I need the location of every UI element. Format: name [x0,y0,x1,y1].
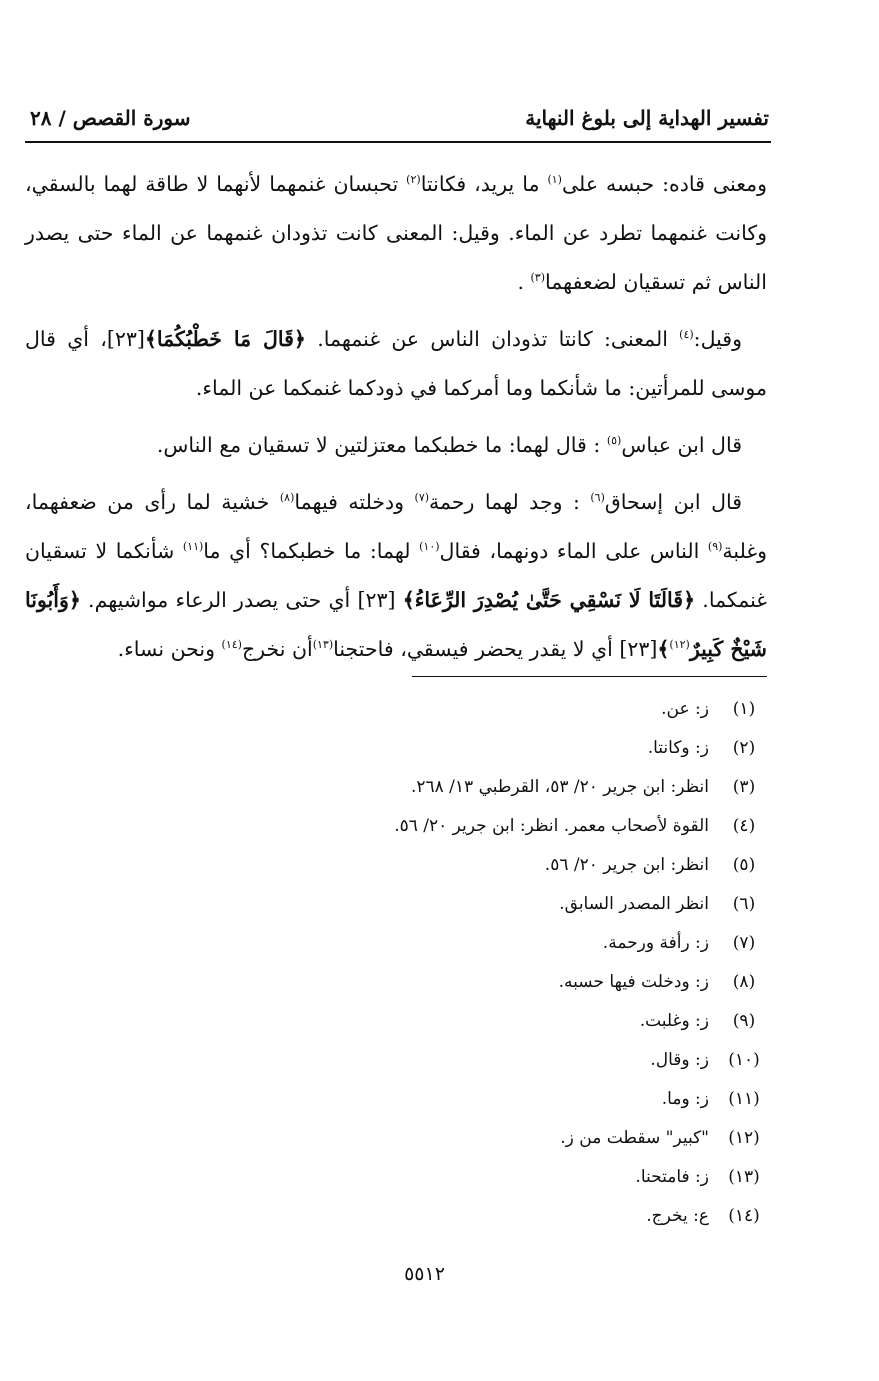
footnote-number: (٨) [732,972,756,992]
footnote-ref[interactable]: (٣) [530,271,546,285]
book-title: تفسير الهداية إلى بلوغ النهاية [525,106,769,130]
paragraph-2: وقيل:$^{(٤)}$ المعنى: كانتا تذودان الناس عن غنمهما. ﴿قَالَ مَا خَطْبُكُمَا﴾[٢٣]، أي قال موسى للمرأتين: ما شأنكما وما أمركما في ذودكما غنمكما عن الماء. [25,327,767,400]
footnote-item [60,924,767,963]
footnote-number: (٧) [732,933,756,953]
footnote-ref[interactable]: (٨) [279,491,295,505]
footnote-item [60,1158,767,1197]
footnote-ref[interactable]: (٥) [606,434,622,448]
footnote-text: "كبير" سقطت من ز. [560,1128,709,1148]
paragraph-1: ومعنى قاده: حبسه على$^{(١)}$ ما يريد، فكانتا$^{(٢)}$ تحبسان غنمهما لأنهما لا طاقة لهما بالسقي، وكانت غنمهما تطرد عن الماء. وقيل: المعنى كانت تذودان غنمهما عن الماء حتى يصدر الناس ثم تسقيان لضعفهما$^{(٣)}$ . [25,172,767,294]
footnote-item [60,729,767,768]
footnote-text: انظر: ابن جرير ٢٠/ ٥٦. [544,855,709,875]
footnote-divider [412,676,767,677]
quran-verse: ﴿وَأَبُونَا شَيْخٌ كَبِيرٌ [25,588,767,661]
footnote-ref[interactable]: (١٢) [669,638,690,652]
footnote-text: القوة لأصحاب معمر. انظر: ابن جرير ٢٠/ ٥٦. [394,816,709,836]
footnote-ref[interactable]: (٢) [406,173,421,187]
footnote-number: (٢) [732,738,756,758]
footnote-number: (٦) [732,894,756,914]
footnote-text: ع: يخرج. [646,1206,709,1226]
footnote-item [60,1080,767,1119]
footnote-number: (٤) [732,816,756,836]
footnote-item [60,885,767,924]
footnote-text: ز: وما. [661,1089,709,1109]
footnotes-list [60,690,767,1236]
footnote-ref[interactable]: (١٤) [221,638,242,652]
footnote-text: ز: عن. [661,699,709,719]
footnote-item [60,690,767,729]
footnote-ref[interactable]: (٧) [414,491,430,505]
footnote-item [60,807,767,846]
footnote-text: ز: وقال. [650,1050,709,1070]
paragraph-4: قال ابن إسحاق$^{(٦)}$ : وجد لهما رحمة$^{(٧)}$ ودخلته فيهما$^{(٨)}$ خشية لما رأى من ضعفهما، وغلبة$^{(٩)}$ الناس على الماء دونهما، فقال$^{(١٠)}$ لهما: ما خطبكما؟ أي ما$^{(١١)}$ شأنكما لا تسقيان غنمكما. ﴿قَالَتَا لَا نَسْقِي حَتَّىٰ يُصْدِرَ الرِّعَاءُ﴾ [٢٣] أي حتى يصدر الرعاء مواشيهم. ﴿وَأَبُونَا شَيْخٌ كَبِيرٌ$^{(١٢)}$﴾[٢٣] أي لا يقدر يحضر فيسقي، فاحتجنا$^{(١٣)}$أن نخرج$^{(١٤)}$ ونحن نساء. [25,490,768,661]
running-header [30,98,769,138]
quran-verse-end: ﴾ [657,637,670,661]
footnote-number: (٥) [732,855,756,875]
footnote-ref[interactable]: (١١) [182,540,204,554]
footnote-text: انظر المصدر السابق. [559,894,709,914]
footnote-item [60,963,767,1002]
footnote-text: ز: ودخلت فيها حسبه. [558,972,709,992]
footnote-number: (١٠) [728,1050,760,1070]
footnote-number: (١) [732,699,756,719]
main-text [25,160,767,674]
footnote-text: ز: فامتحنا. [635,1167,709,1187]
footnote-ref[interactable]: (٤) [679,328,694,342]
footnote-number: (٩) [732,1011,756,1031]
footnote-ref[interactable]: (١٣) [312,638,334,652]
footnote-text: ز: وغلبت. [639,1011,709,1031]
footnote-ref[interactable]: (١) [547,173,562,187]
footnote-ref[interactable]: (٦) [590,491,605,505]
page-number: ٥٥١٢ [404,1263,445,1285]
footnote-item [60,1197,767,1236]
surah-page-label: سورة القصص / ٢٨ [30,106,191,130]
footnote-number: (١٢) [728,1128,760,1148]
paragraph-3: قال ابن عباس$^{(٥)}$ : قال لهما: ما خطبكما معتزلتين لا تسقيان مع الناس. [156,433,742,457]
footnote-number: (١١) [728,1089,760,1109]
footnote-item [60,1119,767,1158]
footnote-item [60,1002,767,1041]
footnote-number: (١٣) [728,1167,760,1187]
footnote-ref[interactable]: (٩) [707,540,723,554]
footnote-item [60,768,767,807]
footnote-text: انظر: ابن جرير ٢٠/ ٥٣، القرطبي ١٣/ ٢٦٨. [410,777,709,797]
quran-verse: ﴿قَالَتَا لَا نَسْقِي حَتَّىٰ يُصْدِرَ الرِّعَاءُ﴾ [402,588,696,612]
footnote-number: (٣) [732,777,756,797]
header-divider [25,141,771,143]
footnote-text: ز: وكانتا. [647,738,709,758]
footnote-text: ز: رأفة ورحمة. [602,933,709,953]
footnote-number: (١٤) [728,1206,760,1226]
quran-verse: ﴿قَالَ مَا خَطْبُكُمَا﴾ [144,327,306,351]
footnote-item [60,1041,767,1080]
footnote-ref[interactable]: (١٠) [419,540,440,554]
footnote-item [60,846,767,885]
